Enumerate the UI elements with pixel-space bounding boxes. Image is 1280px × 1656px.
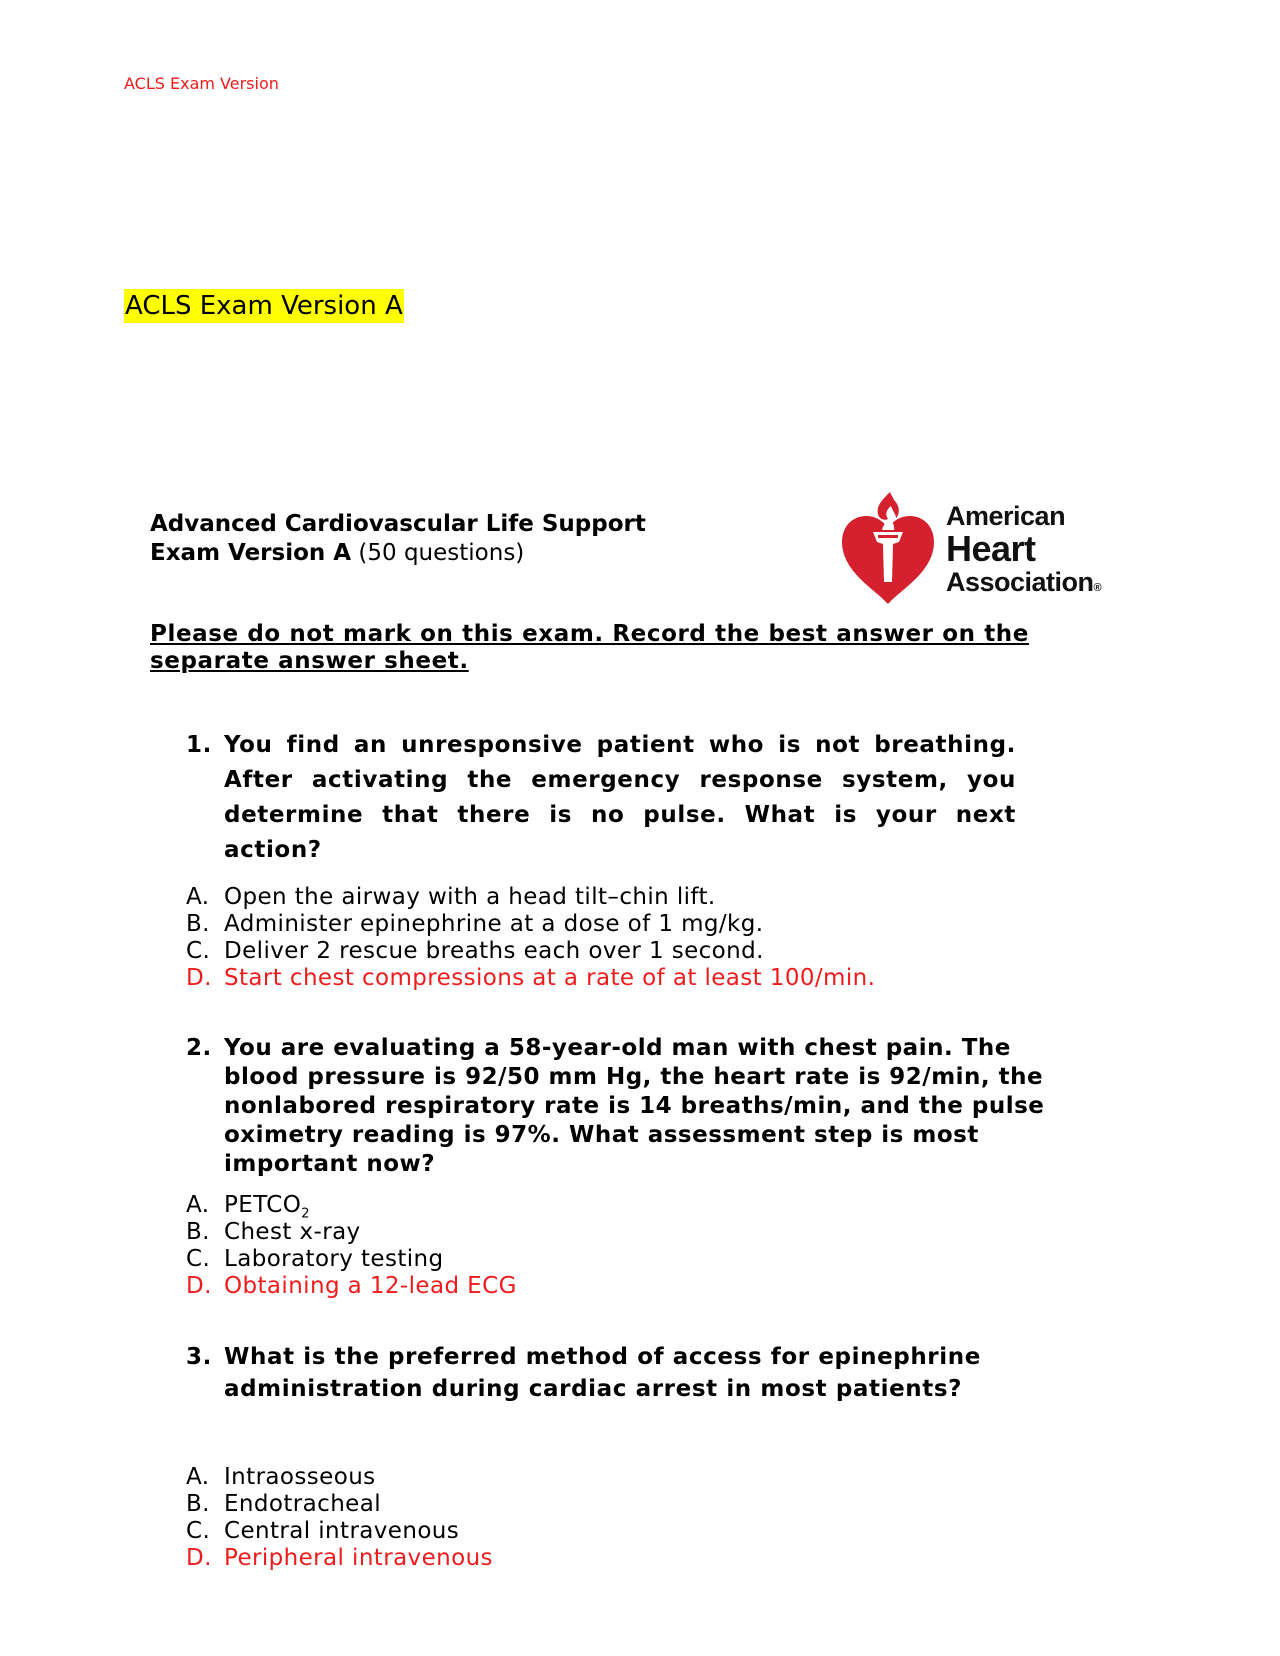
question-1 <box>186 728 1016 868</box>
subscript: 2 <box>301 1206 310 1222</box>
american-heart-association-logo <box>838 490 1128 605</box>
logo-wordmark <box>946 500 1101 604</box>
option-a: A. $PETCO_2$ <box>186 1192 310 1222</box>
option-c: C. Central intravenous <box>186 1518 460 1544</box>
exam-heading <box>150 510 650 568</box>
question-3 <box>186 1341 1066 1405</box>
heart-torch-icon <box>838 490 938 608</box>
option-b: B. Administer epinephrine at a dose of 1 mg/kg. <box>186 911 764 937</box>
answer-options-1 <box>186 884 875 992</box>
answer-options-2 <box>186 1192 517 1300</box>
option-c: C. Deliver 2 rescue breaths each over 1 second. <box>186 938 764 964</box>
exam-heading-count: (50 questions) <box>351 540 525 566</box>
question-number: 1. <box>186 732 212 758</box>
option-b: B. Endotracheal <box>186 1491 382 1517</box>
question-text: You are evaluating a 58-year-old man with chest pain. The blood pressure is 92/50 mm Hg, the heart rate is 92/min, the nonlabored respiratory rate is 14 breaths/min, and the pulse oximetry reading is 97%. What assessment step is most important now? <box>224 1035 1045 1177</box>
version-title: ACLS Exam Version A <box>125 291 403 321</box>
option-d-correct: D. Start chest compressions at a rate of at least 100/min. <box>186 965 876 991</box>
answer-options-3 <box>186 1464 493 1572</box>
option-b: B. Chest x-ray <box>186 1219 361 1245</box>
logo-line-association: Association® <box>946 567 1102 597</box>
option-d-correct: D. Obtaining a 12-lead ECG <box>186 1273 517 1299</box>
question-2 <box>186 1034 1066 1179</box>
logo-line-american: American <box>946 501 1066 531</box>
option-a: A. Intraosseous <box>186 1464 376 1490</box>
exam-heading-bold: Advanced Cardiovascular Life Support Exam Version A <box>150 511 646 566</box>
registered-mark: ® <box>1093 582 1102 594</box>
option-d-correct: D. Peripheral intravenous <box>186 1545 493 1571</box>
question-text: What is the preferred method of access for epinephrine administration during cardiac arrest in most patients? <box>224 1344 981 1402</box>
question-number: 3. <box>186 1344 212 1370</box>
question-number: 2. <box>186 1035 212 1061</box>
option-c: C. Laboratory testing <box>186 1246 444 1272</box>
option-a: A. Open the airway with a head tilt–chin lift. <box>186 884 716 910</box>
instruction-text: Please do not mark on this exam. Record the best answer on the separate answer sheet. <box>150 621 1029 674</box>
running-header: ACLS Exam Version <box>124 74 279 93</box>
question-text: You find an unresponsive patient who is not breathing. After activating the emergency response system, you determine that there is no pulse. What is your next action? <box>224 732 1016 863</box>
logo-line-heart: Heart <box>946 528 1036 569</box>
